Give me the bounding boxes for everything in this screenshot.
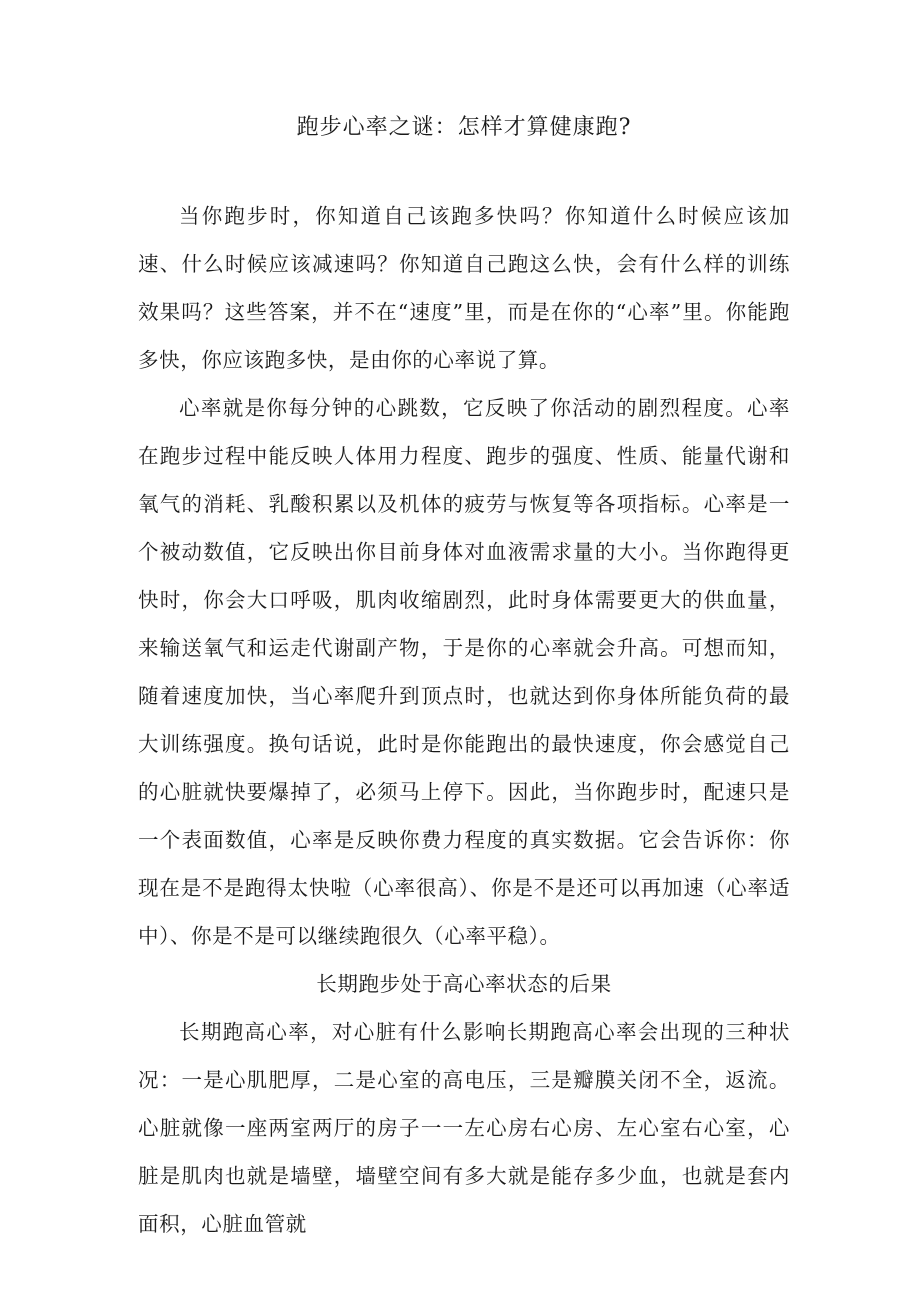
paragraph-high-heart-rate-consequences: 长期跑高心率，对心脏有什么影响长期跑高心率会出现的三种状况：一是心肌肥厚，二是心室的高电压，三是瓣膜关闭不全，返流。心脏就像一座两室两厅的房子一一左心房右心房、左心室右心室，心脏是肌肉也就是墙壁，墙壁空间有多大就是能存多少血，也就是套内面积，心脏血管就 <box>138 1020 790 1236</box>
document-page <box>138 100 790 1248</box>
paragraph-heart-rate-definition: 心率就是你每分钟的心跳数，它反映了你活动的剧烈程度。心率在跑步过程中能反映人体用力程度、跑步的强度、性质、能量代谢和氧气的消耗、乳酸积累以及机体的疲劳与恢复等各项指标。心率是一个被动数值，它反映出你目前身体对血液需求量的大小。当你跑得更快时，你会大口呼吸，肌肉收缩剧烈，此时身体需要更大的供血量，来输送氧气和运走代谢副产物，于是你的心率就会升高。可想而知，随着速度加快，当心率爬升到顶点时，也就达到你身体所能负荷的最大训练强度。换句话说，此时是你能跑出的最快速度，你会感觉自己的心脏就快要爆掉了，必须马上停下。因此，当你跑步时，配速只是一个表面数值，心率是反映你费力程度的真实数据。它会告诉你：你现在是不是跑得太快啦（心率很高）、你是不是还可以再加速（心率适中）、你是不是可以继续跑很久（心率平稳）。 <box>138 396 790 948</box>
section-heading: 长期跑步处于高心率状态的后果 <box>316 972 612 996</box>
document-title: 跑步心率之谜：怎样才算健康跑? <box>296 115 632 140</box>
paragraph-intro: 当你跑步时，你知道自己该跑多快吗？你知道什么时候应该加速、什么时候应该减速吗？你知道自己跑这么快，会有什么样的训练效果吗？这些答案，并不在“速度”里，而是在你的“心率”里。你能跑多快，你应该跑多快，是由你的心率说了算。 <box>138 204 790 372</box>
